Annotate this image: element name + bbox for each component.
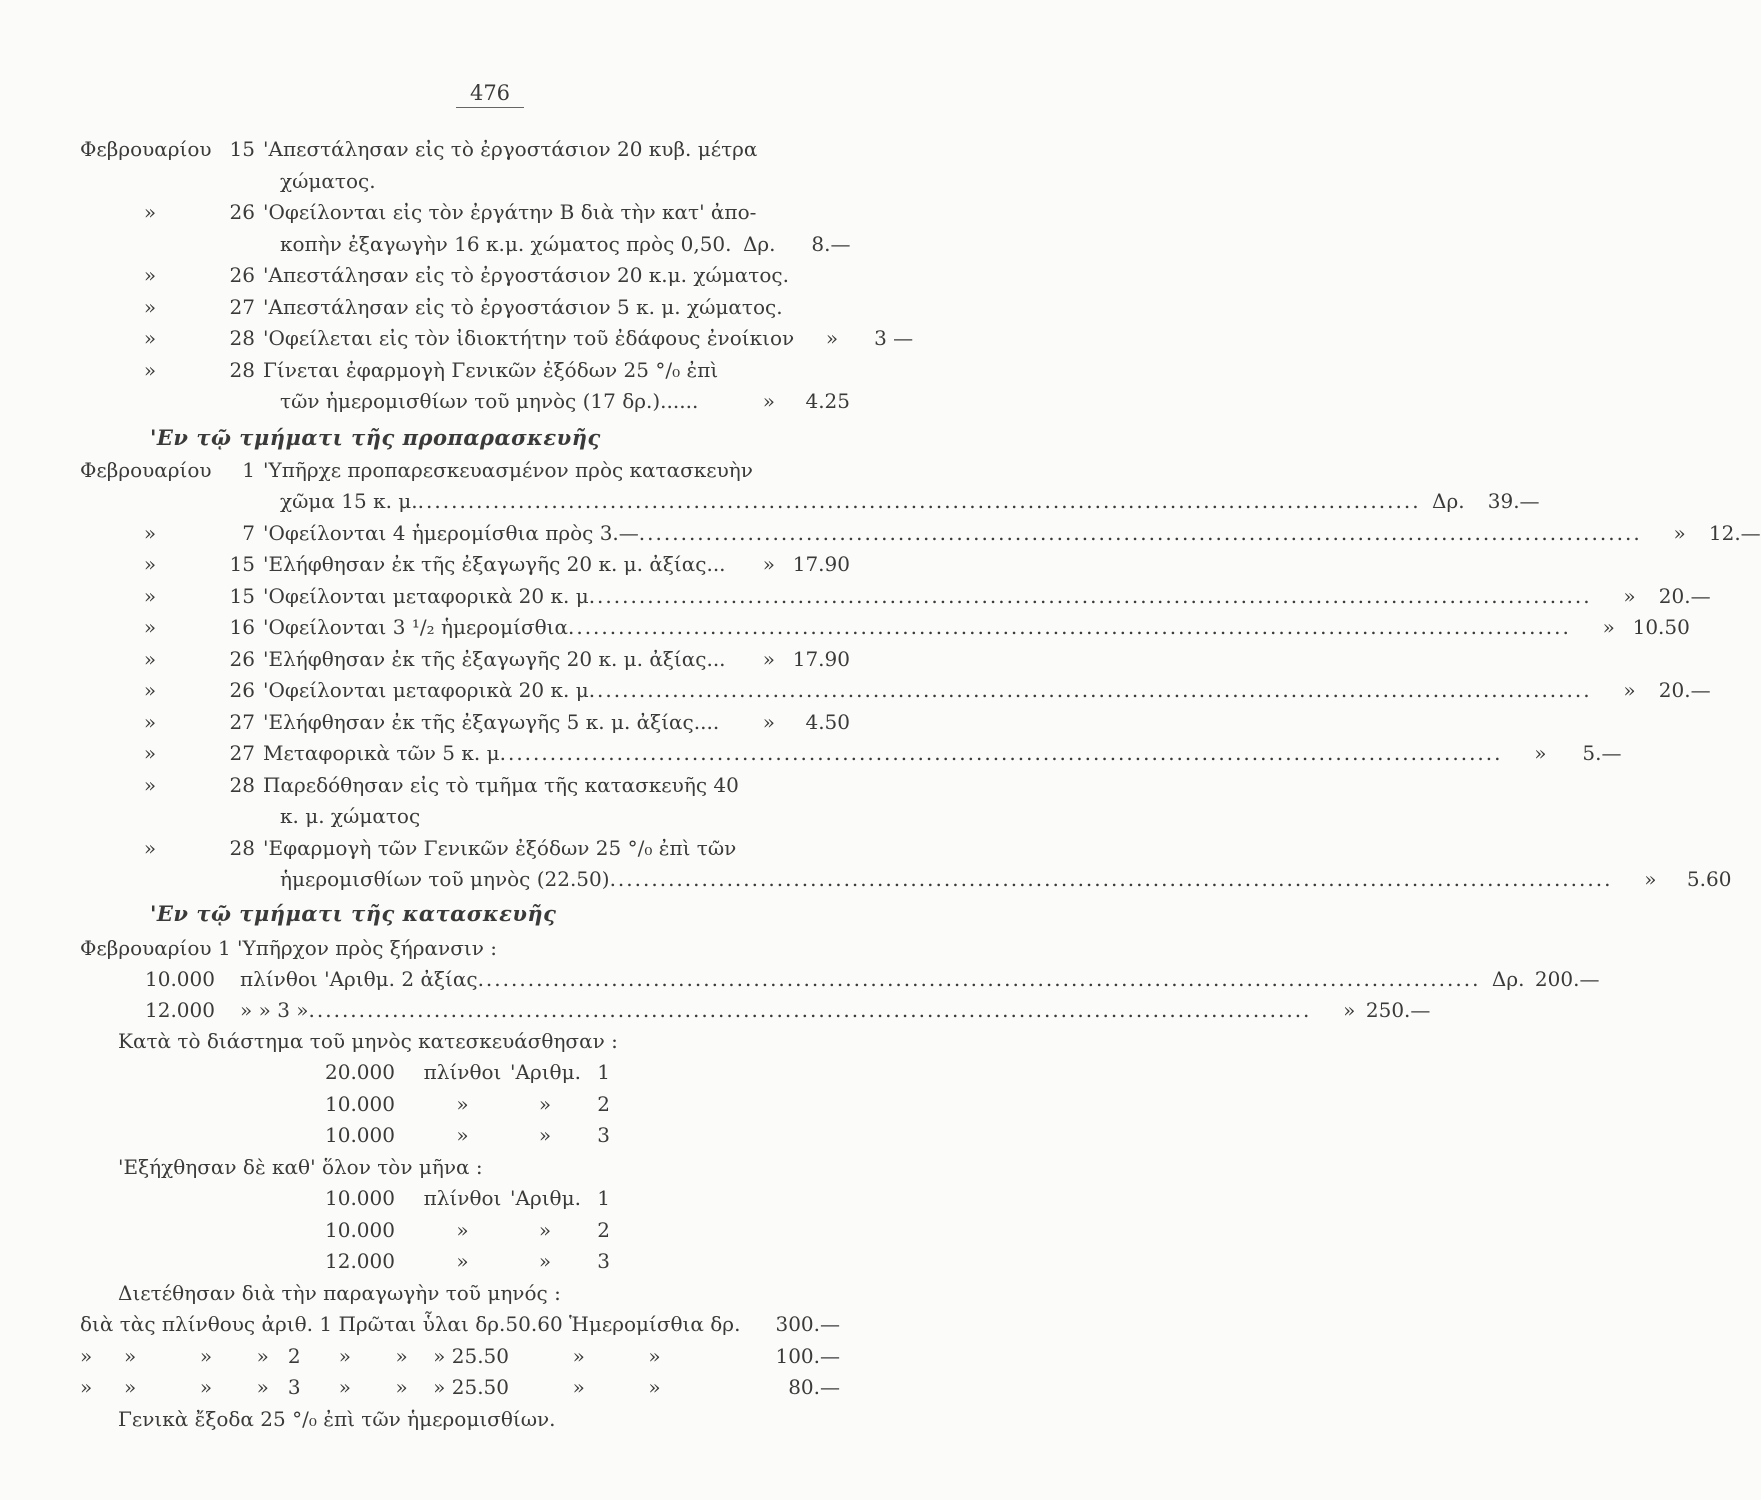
ledger-line — [80, 357, 850, 385]
brick-count: 10.000 — [325, 1091, 395, 1116]
entry-month: Φεβρουαρίου — [80, 457, 212, 482]
entry-ditto: » — [143, 678, 157, 702]
entry-day: 15 — [229, 583, 255, 608]
brick-word: » — [456, 1249, 469, 1273]
spent-line — [80, 1311, 840, 1339]
leader-dots: ........................................................................................................................ — [609, 867, 1613, 891]
entry-text: 'Εφαρμογὴ τῶν Γενικῶν ἐξόδων 25 °/₀ ἐπὶ τῶν — [263, 835, 737, 860]
entry-ditto: » — [143, 326, 157, 350]
entry-text: ἡμερομισθίων τοῦ μηνὸς (22.50) — [280, 867, 610, 891]
ledger-line — [80, 551, 850, 579]
brick-number-label: » — [538, 1123, 552, 1147]
spent-amount: 300.— — [775, 1312, 840, 1336]
made-title: Κατὰ τὸ διάστημα τοῦ μηνὸς κατεσκευάσθησαν : — [118, 1028, 618, 1053]
ledger-line — [80, 136, 850, 164]
entry-text: 'Οφείλονται 4 ἡμερομίσθια πρὸς 3.— — [263, 520, 639, 545]
entry-text: κ. μ. χώματος — [280, 804, 421, 828]
brick-line — [325, 1248, 610, 1276]
entry-amount: 5.— — [1582, 741, 1622, 765]
brick-number-label: » — [538, 1249, 552, 1273]
leader-dots: ........................................................................................................................ — [308, 997, 1312, 1022]
entry-amount: 4.50 — [805, 709, 850, 734]
entry-text: 'Οφείλονται 3 ¹/₂ ἡμερομίσθια — [263, 615, 568, 639]
entry-day: 15 — [229, 137, 255, 161]
entry-text: 'Οφείλονται εἰς τὸν ἐργάτην Β διὰ τὴν κατ' ἀπο- — [263, 200, 757, 224]
brick-grade: 3 — [597, 1249, 610, 1273]
entry-currency: » — [762, 389, 775, 413]
entry-ditto: » — [143, 709, 157, 734]
leader-dots: ........................................................................................................................ — [477, 966, 1481, 991]
entry-day: 27 — [229, 709, 255, 734]
entry-day: 7 — [242, 520, 255, 545]
brick-grade: 3 — [597, 1123, 610, 1147]
brick-count: 12.000 — [325, 1249, 395, 1273]
entry-day: 16 — [229, 615, 255, 639]
spent-text: » » » » 2 » » » 25.50 » » — [80, 1343, 661, 1368]
leader-dots: ........................................................................................................................ — [638, 520, 1642, 545]
spent-text: διὰ τὰς πλίνθους ἀριθ. 1 Πρῶται ὗλαι δρ.50.60 Ἡμερομίσθια δρ. — [80, 1312, 741, 1336]
entry-ditto: » — [143, 200, 157, 224]
ledger-line — [80, 740, 1622, 768]
entry-currency: » — [1623, 678, 1636, 702]
brick-count: 10.000 — [325, 1217, 395, 1242]
ledger-line-cont — [80, 866, 1732, 894]
stock-line — [80, 966, 1600, 994]
entry-text: 'Οφείλεται εἰς τὸν ἰδιοκτήτην τοῦ ἐδάφους ἐνοίκιον — [263, 326, 795, 350]
stock-line — [80, 997, 1431, 1025]
entry-ditto: » — [143, 583, 157, 608]
entry-text: 'Απεστάλησαν εἰς τὸ ἐργοστάσιον 20 κυβ. μέτρα — [263, 137, 758, 161]
entry-currency: » — [825, 326, 839, 350]
ledger-line-cont — [80, 488, 1540, 516]
spent-line — [80, 1343, 840, 1371]
entry-currency: Δρ. — [1432, 489, 1465, 513]
brick-grade: 1 — [597, 1060, 610, 1084]
entry-text: 'Υπῆρχε προπαρεσκευασμένον πρὸς κατασκευὴν — [263, 457, 753, 482]
entry-currency: Δρ. — [742, 231, 776, 256]
entry-text: 'Απεστάλησαν εἰς τὸ ἐργοστάσιον 20 κ.μ. χώματος. — [263, 263, 789, 287]
entry-text: 'Απεστάλησαν εἰς τὸ ἐργοστάσιον 5 κ. μ. χώματος. — [263, 294, 783, 319]
entry-text: χῶμα 15 κ. μ. — [280, 489, 418, 513]
brick-number-label: 'Αριθμ. — [510, 1186, 581, 1210]
page-number: 476 — [0, 80, 980, 106]
entry-amount: 200.— — [1534, 966, 1600, 991]
ledger-line — [80, 646, 850, 674]
spent-amount: 100.— — [775, 1343, 840, 1368]
entry-day: 28 — [229, 326, 255, 350]
ledger-line — [80, 772, 850, 800]
ledger-line — [80, 199, 850, 227]
entry-day: 26 — [229, 263, 255, 287]
dried-title: 'Εξήχθησαν δὲ καθ' ὅλον τὸν μῆνα : — [118, 1154, 483, 1179]
entry-currency: » — [762, 646, 775, 671]
brick-number-label: » — [538, 1091, 552, 1116]
ledger-line — [80, 835, 850, 863]
entry-day: 28 — [229, 835, 255, 860]
entry-text: 'Οφείλονται μεταφορικὰ 20 κ. μ — [263, 583, 589, 608]
ledger-line-cont — [80, 388, 850, 416]
entry-amount: 20.— — [1658, 583, 1711, 608]
entry-day: 26 — [229, 200, 255, 224]
brick-grade: 2 — [597, 1091, 610, 1116]
entry-text: 'Οφείλονται μεταφορικὰ 20 κ. μ — [263, 678, 589, 702]
entry-ditto: » — [143, 615, 157, 639]
entry-ditto: » — [143, 294, 157, 319]
entry-day: 1 — [242, 457, 255, 482]
entry-amount: 10.50 — [1632, 615, 1690, 639]
entry-ditto: » — [143, 646, 157, 671]
brick-word: » — [456, 1123, 469, 1147]
ledger-line — [80, 614, 1690, 642]
entry-day: 27 — [229, 294, 255, 319]
ledger-line — [80, 457, 850, 485]
stock-count: 10.000 — [145, 966, 215, 991]
section-heading-construction: 'Εν τῷ τμήματι τῆς κατασκευῆς — [150, 900, 557, 926]
entry-amount: 17.90 — [792, 552, 850, 576]
brick-line — [325, 1122, 610, 1150]
entry-ditto: » — [143, 772, 157, 797]
entry-amount: 5.60 — [1686, 867, 1732, 891]
entry-day: 28 — [229, 772, 255, 797]
entry-day: 15 — [229, 552, 255, 576]
general-expenses-line: Γενικὰ ἔξοδα 25 °/₀ ἐπὶ τῶν ἡμερομισθίων. — [118, 1406, 556, 1431]
leader-dots: ........................................................................................................................ — [417, 489, 1421, 513]
stock-intro: Φεβρουαρίου 1 'Υπῆρχον πρὸς ξήρανσιν : — [80, 935, 497, 960]
ledger-line-cont — [80, 168, 850, 196]
brick-word: πλίνθοι — [423, 1186, 502, 1210]
entry-text: 'Ελήφθησαν ἐκ τῆς ἐξαγωγῆς 20 κ. μ. ἀξίας... — [263, 646, 726, 671]
entry-text: 'Ελήφθησαν ἐκ τῆς ἐξαγωγῆς 5 κ. μ. ἀξίας.... — [263, 709, 720, 734]
entry-amount: 39.— — [1487, 489, 1540, 513]
entry-ditto: » — [143, 552, 157, 576]
brick-line — [325, 1185, 610, 1213]
brick-grade: 2 — [597, 1217, 610, 1242]
brick-line — [325, 1059, 610, 1087]
ledger-line — [80, 709, 850, 737]
entry-text: κοπὴν ἐξαγωγὴν 16 κ.μ. χώματος πρὸς 0,50. — [280, 231, 732, 256]
entry-currency: » — [1602, 615, 1615, 639]
entry-text: Γίνεται ἐφαρμογὴ Γενικῶν ἐξόδων 25 °/₀ ἐπὶ — [263, 357, 719, 382]
entry-currency: » — [762, 709, 775, 734]
ledger-line — [80, 520, 1761, 548]
entry-currency: » — [762, 552, 775, 576]
entry-day: 28 — [229, 357, 255, 382]
entry-day: 26 — [229, 678, 255, 702]
entry-day: 27 — [229, 741, 255, 765]
entry-currency: » — [1623, 583, 1636, 608]
spent-line — [80, 1374, 840, 1402]
ledger-line-cont — [80, 803, 850, 831]
ledger-line — [80, 583, 1711, 611]
spent-text: » » » » 3 » » » 25.50 » » — [80, 1375, 661, 1399]
entry-currency: Δρ. — [1491, 966, 1525, 991]
brick-count: 10.000 — [325, 1123, 395, 1147]
entry-currency: » — [1673, 520, 1686, 545]
ledger-line — [80, 262, 850, 290]
entry-amount: 3 — — [874, 326, 914, 350]
stock-desc: πλίνθοι 'Αριθμ. 2 ἀξίας — [240, 966, 478, 991]
entry-currency: » — [1534, 741, 1547, 765]
leader-dots: ........................................................................................................................ — [567, 615, 1571, 639]
brick-line — [325, 1217, 610, 1245]
brick-word: » — [456, 1217, 469, 1242]
entry-text: Μεταφορικὰ τῶν 5 κ. μ — [263, 741, 500, 765]
entry-amount: 8.— — [811, 231, 851, 256]
entry-text: 'Ελήφθησαν ἐκ τῆς ἐξαγωγῆς 20 κ. μ. ἀξίας... — [263, 552, 726, 576]
brick-word: » — [456, 1091, 469, 1116]
stock-desc: » » 3 » — [240, 997, 309, 1022]
brick-number-label: » — [538, 1217, 552, 1242]
ledger-line — [80, 325, 914, 353]
ledger-line-cont — [80, 231, 850, 259]
entry-amount: 4.25 — [805, 389, 850, 413]
ledger-line — [80, 294, 850, 322]
brick-grade: 1 — [597, 1186, 610, 1210]
entry-ditto: » — [143, 835, 157, 860]
spent-title: Διετέθησαν διὰ τὴν παραγωγὴν τοῦ μηνός : — [118, 1280, 561, 1305]
entry-text: χώματος. — [280, 168, 376, 193]
ledger-line — [80, 677, 1711, 705]
leader-dots: ........................................................................................................................ — [588, 678, 1592, 702]
entry-ditto: » — [143, 741, 157, 765]
entry-amount: 12.— — [1708, 520, 1761, 545]
entry-text: τῶν ἡμερομισθίων τοῦ μηνὸς (17 δρ.)...... — [280, 389, 699, 413]
spent-amount: 80.— — [788, 1375, 840, 1399]
leader-dots: ........................................................................................................................ — [499, 741, 1503, 765]
stock-count: 12.000 — [145, 997, 215, 1022]
entry-text: Παρεδόθησαν εἰς τὸ τμῆμα τῆς κατασκευῆς 40 — [263, 772, 739, 797]
entry-amount: 20.— — [1658, 678, 1711, 702]
brick-number-label: 'Αριθμ. — [510, 1060, 581, 1084]
brick-count: 10.000 — [325, 1186, 395, 1210]
entry-currency: » — [1644, 867, 1657, 891]
leader-dots: ........................................................................................................................ — [588, 583, 1592, 608]
entry-month: Φεβρουαρίου — [80, 137, 212, 161]
entry-day: 26 — [229, 646, 255, 671]
entry-currency: » — [1343, 997, 1356, 1022]
entry-amount: 17.90 — [792, 646, 850, 671]
section-heading-preparation: 'Εν τῷ τμήματι τῆς προπαρασκευῆς — [150, 424, 601, 450]
brick-line — [325, 1091, 610, 1119]
entry-amount: 250.— — [1365, 997, 1431, 1022]
brick-word: πλίνθοι — [423, 1060, 502, 1084]
brick-count: 20.000 — [325, 1060, 395, 1084]
entry-ditto: » — [143, 357, 157, 382]
entry-ditto: » — [143, 520, 157, 545]
entry-ditto: » — [143, 263, 157, 287]
